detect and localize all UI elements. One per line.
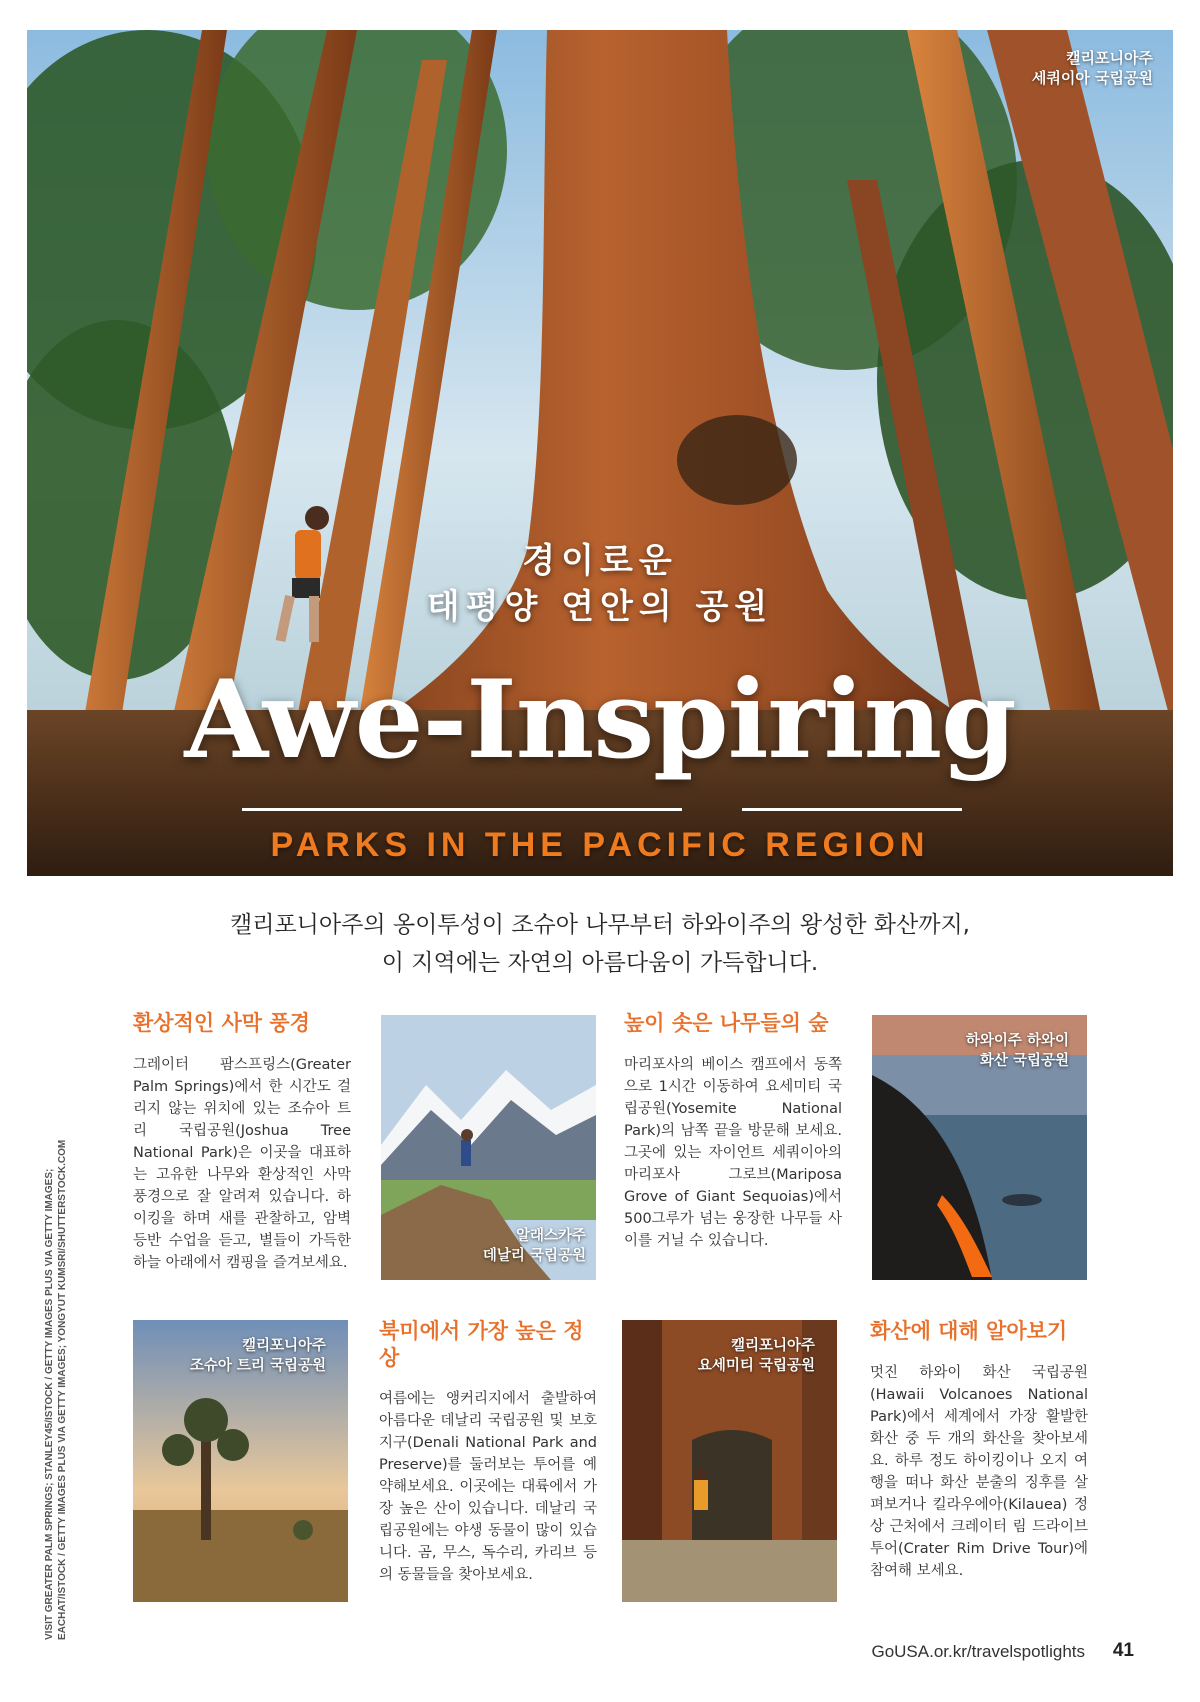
joshua-caption-line-2: 조슈아 트리 국립공원	[189, 1358, 326, 1374]
hawaii-caption-line-1: 하와이주 하와이	[965, 1033, 1069, 1049]
hero-title: Awe-Inspiring	[184, 657, 1016, 783]
peak-heading: 북미에서 가장 높은 정상	[379, 1319, 584, 1370]
hawaii-volcano-photo	[872, 1015, 1087, 1280]
hawaii-caption-line-2: 화산 국립공원	[979, 1053, 1069, 1069]
denali-caption-line-1: 알래스카주	[515, 1228, 586, 1244]
hero-caption-line-2: 세쿼이아 국립공원	[1031, 69, 1153, 87]
desert-body: 그레이터 팜스프링스(Greater Palm Springs)에서 한 시간도 걸리지 않는 위치에 있는 조슈아 트리 국립공원(Joshua Tree National Park)은 이곳을 대표하는 고유한 나무와 환상적인 사막 풍경으로 잘 알려져 있습니다. 하이킹을 하며 새를 관찰하고, 암벽 등반 수업을 듣고, 별들이 가득한 하늘 아래에서 캠핑을 즐겨보세요.	[133, 1057, 351, 1271]
denali-photo	[381, 1015, 596, 1280]
volcano-heading: 화산에 대해 알아보기	[870, 1319, 1068, 1343]
peak-body: 여름에는 앵커리지에서 출발하여 아름다운 데날리 국립공원 및 보호 지구(Denali National Park and Preserve)를 둘러보는 투어를 예약해보세요. 이곳에는 대륙에서 가장 높은 산이 있습니다. 데날리 국립공원에는 야생 동물이 많이 있습니다. 곰, 무스, 독수리, 카리브 등의 동물들을 찾아보세요.	[379, 1391, 597, 1583]
hero-kicker-line-2: 태평양 연안의 공원	[426, 587, 774, 627]
yosemite-caption-line-1: 캘리포니아주	[730, 1338, 815, 1354]
intro-line-2: 이 지역에는 자연의 아름다움이 가득합니다.	[381, 950, 819, 976]
hero-location-caption	[1032, 48, 1153, 88]
denali-caption	[483, 1226, 586, 1266]
hero-caption-line-1: 캘리포니아주	[1066, 49, 1153, 67]
joshua-caption-line-1: 캘리포니아주	[241, 1338, 326, 1354]
footer-url[interactable]: GoUSA.or.kr/travelspotlights	[871, 1642, 1085, 1661]
hero-kicker	[27, 538, 1173, 630]
photo-credits	[43, 1080, 69, 1640]
volcano-body: 멋진 하와이 화산 국립공원(Hawaii Volcanoes National Park)에서 세계에서 가장 활발한 화산 중 두 개의 화산을 찾아보세요. 하루 정도 하이킹이나 오지 여행을 떠나 화산 분출의 징후를 살펴보거나 킬라우에아(Kilauea) 정상 근처에서 크레이터 림 드라이브 투어(Crater Rim Drive Tour)에 참여해 보세요.	[870, 1365, 1088, 1579]
intro-line-1: 캘리포니아주의 옹이투성이 조슈아 나무부터 하와이주의 왕성한 화산까지,	[230, 912, 970, 938]
photo-credit-line-2: EACHAT/ISTOCK / GETTY IMAGES PLUS VIA GETTY IMAGES; YONGYUT KUMSRI/SHUTTERSTOCK.COM	[57, 1139, 68, 1640]
trees-body: 마리포사의 베이스 캠프에서 동쪽으로 1시간 이동하여 요세미티 국립공원(Yosemite National Park)의 남쪽 끝을 방문해 보세요. 그곳에 있는 자이언트 세쿼이아의 마리포사 그로브(Mariposa Grove of Giant Sequoias)에서 500그루가 넘는 웅장한 나무들 사이를 거닐 수 있습니다.	[624, 1057, 842, 1249]
hero-image	[27, 30, 1173, 876]
intro-text	[0, 906, 1200, 982]
joshua-caption	[190, 1336, 326, 1376]
trees-heading: 높이 솟은 나무들의 숲	[624, 1011, 829, 1035]
hero-rule-right	[742, 808, 962, 811]
yosemite-caption	[698, 1336, 815, 1376]
photo-credit-line-1: VISIT GREATER PALM SPRINGS; STANLEY45/ISTOCK / GETTY IMAGES PLUS VIA GETTY IMAGES;	[44, 1168, 55, 1640]
yosemite-photo	[622, 1320, 837, 1602]
desert-heading: 환상적인 사막 풍경	[133, 1011, 310, 1035]
hawaii-caption	[966, 1031, 1069, 1071]
joshua-tree-photo	[133, 1320, 348, 1602]
denali-caption-line-2: 데날리 국립공원	[482, 1248, 586, 1264]
hero-kicker-line-1: 경이로운	[522, 541, 678, 581]
hero-rule-left	[242, 808, 682, 811]
page-number: 41	[1112, 1640, 1134, 1661]
hero-subtitle: PARKS IN THE PACIFIC REGION	[270, 826, 930, 864]
yosemite-caption-line-2: 요세미티 국립공원	[697, 1358, 815, 1374]
